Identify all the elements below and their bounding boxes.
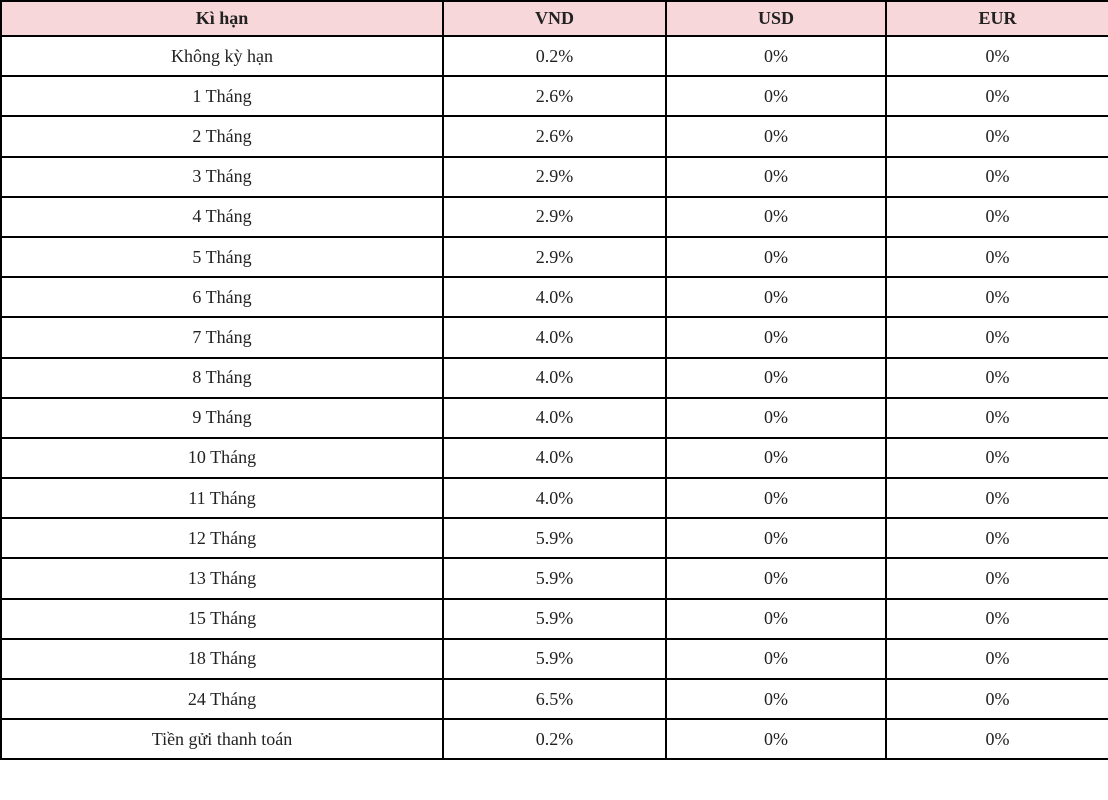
rate-cell-vnd: 2.6% bbox=[443, 116, 666, 156]
table-row bbox=[1, 358, 1108, 398]
rate-cell-vnd: 4.0% bbox=[443, 277, 666, 317]
term-cell: Không kỳ hạn bbox=[1, 36, 443, 76]
rate-cell-usd: 0% bbox=[666, 478, 886, 518]
rate-cell-eur: 0% bbox=[886, 197, 1108, 237]
rate-cell-eur: 0% bbox=[886, 157, 1108, 197]
term-cell: 6 Tháng bbox=[1, 277, 443, 317]
table-row bbox=[1, 719, 1108, 759]
term-cell: 11 Tháng bbox=[1, 478, 443, 518]
rate-cell-usd: 0% bbox=[666, 237, 886, 277]
table-row bbox=[1, 317, 1108, 357]
table-body bbox=[1, 36, 1108, 759]
table-row bbox=[1, 679, 1108, 719]
table-row bbox=[1, 599, 1108, 639]
rate-cell-eur: 0% bbox=[886, 679, 1108, 719]
rate-cell-usd: 0% bbox=[666, 438, 886, 478]
rate-cell-vnd: 2.9% bbox=[443, 237, 666, 277]
rate-cell-vnd: 0.2% bbox=[443, 36, 666, 76]
rate-cell-eur: 0% bbox=[886, 358, 1108, 398]
rate-cell-eur: 0% bbox=[886, 518, 1108, 558]
term-cell: 1 Tháng bbox=[1, 76, 443, 116]
rate-cell-vnd: 4.0% bbox=[443, 478, 666, 518]
rate-cell-usd: 0% bbox=[666, 358, 886, 398]
term-cell: 4 Tháng bbox=[1, 197, 443, 237]
rate-cell-vnd: 2.6% bbox=[443, 76, 666, 116]
rate-cell-vnd: 6.5% bbox=[443, 679, 666, 719]
column-header-vnd: VND bbox=[443, 1, 666, 36]
term-cell: 10 Tháng bbox=[1, 438, 443, 478]
term-cell: 15 Tháng bbox=[1, 599, 443, 639]
term-cell: 5 Tháng bbox=[1, 237, 443, 277]
rate-cell-eur: 0% bbox=[886, 237, 1108, 277]
rate-cell-vnd: 4.0% bbox=[443, 358, 666, 398]
table-row bbox=[1, 277, 1108, 317]
rate-cell-eur: 0% bbox=[886, 277, 1108, 317]
rate-cell-eur: 0% bbox=[886, 317, 1108, 357]
term-cell: 12 Tháng bbox=[1, 518, 443, 558]
rate-cell-usd: 0% bbox=[666, 518, 886, 558]
table-row bbox=[1, 639, 1108, 679]
table-row bbox=[1, 438, 1108, 478]
rate-cell-usd: 0% bbox=[666, 639, 886, 679]
table-row bbox=[1, 518, 1108, 558]
rate-cell-eur: 0% bbox=[886, 36, 1108, 76]
term-cell: Tiền gửi thanh toán bbox=[1, 719, 443, 759]
rate-cell-eur: 0% bbox=[886, 438, 1108, 478]
rate-cell-eur: 0% bbox=[886, 599, 1108, 639]
rate-cell-usd: 0% bbox=[666, 558, 886, 598]
rate-cell-eur: 0% bbox=[886, 398, 1108, 438]
table-row bbox=[1, 76, 1108, 116]
rate-cell-usd: 0% bbox=[666, 116, 886, 156]
rate-cell-usd: 0% bbox=[666, 277, 886, 317]
table-row bbox=[1, 36, 1108, 76]
rate-cell-vnd: 5.9% bbox=[443, 518, 666, 558]
rate-cell-vnd: 2.9% bbox=[443, 157, 666, 197]
column-header-eur: EUR bbox=[886, 1, 1108, 36]
rate-cell-vnd: 5.9% bbox=[443, 639, 666, 679]
rate-cell-usd: 0% bbox=[666, 76, 886, 116]
rate-cell-vnd: 4.0% bbox=[443, 317, 666, 357]
rate-cell-usd: 0% bbox=[666, 36, 886, 76]
term-cell: 18 Tháng bbox=[1, 639, 443, 679]
rate-cell-vnd: 5.9% bbox=[443, 599, 666, 639]
rate-cell-usd: 0% bbox=[666, 679, 886, 719]
table-row bbox=[1, 157, 1108, 197]
table-row bbox=[1, 478, 1108, 518]
rate-cell-usd: 0% bbox=[666, 719, 886, 759]
term-cell: 8 Tháng bbox=[1, 358, 443, 398]
term-cell: 2 Tháng bbox=[1, 116, 443, 156]
column-header-usd: USD bbox=[666, 1, 886, 36]
rate-cell-eur: 0% bbox=[886, 76, 1108, 116]
column-header-term: Kì hạn bbox=[1, 1, 443, 36]
rate-cell-eur: 0% bbox=[886, 478, 1108, 518]
rate-cell-usd: 0% bbox=[666, 197, 886, 237]
header-row bbox=[1, 1, 1108, 36]
table-row bbox=[1, 558, 1108, 598]
rate-cell-vnd: 0.2% bbox=[443, 719, 666, 759]
term-cell: 3 Tháng bbox=[1, 157, 443, 197]
rate-cell-usd: 0% bbox=[666, 599, 886, 639]
term-cell: 7 Tháng bbox=[1, 317, 443, 357]
rate-cell-vnd: 4.0% bbox=[443, 398, 666, 438]
rate-cell-eur: 0% bbox=[886, 116, 1108, 156]
rate-cell-eur: 0% bbox=[886, 558, 1108, 598]
table-row bbox=[1, 116, 1108, 156]
rate-cell-usd: 0% bbox=[666, 157, 886, 197]
rate-cell-vnd: 4.0% bbox=[443, 438, 666, 478]
table-row bbox=[1, 398, 1108, 438]
rate-cell-vnd: 2.9% bbox=[443, 197, 666, 237]
rate-cell-vnd: 5.9% bbox=[443, 558, 666, 598]
table-row bbox=[1, 237, 1108, 277]
rate-cell-usd: 0% bbox=[666, 317, 886, 357]
term-cell: 9 Tháng bbox=[1, 398, 443, 438]
term-cell: 13 Tháng bbox=[1, 558, 443, 598]
rate-cell-eur: 0% bbox=[886, 639, 1108, 679]
table-row bbox=[1, 197, 1108, 237]
term-cell: 24 Tháng bbox=[1, 679, 443, 719]
rate-cell-usd: 0% bbox=[666, 398, 886, 438]
rate-cell-eur: 0% bbox=[886, 719, 1108, 759]
